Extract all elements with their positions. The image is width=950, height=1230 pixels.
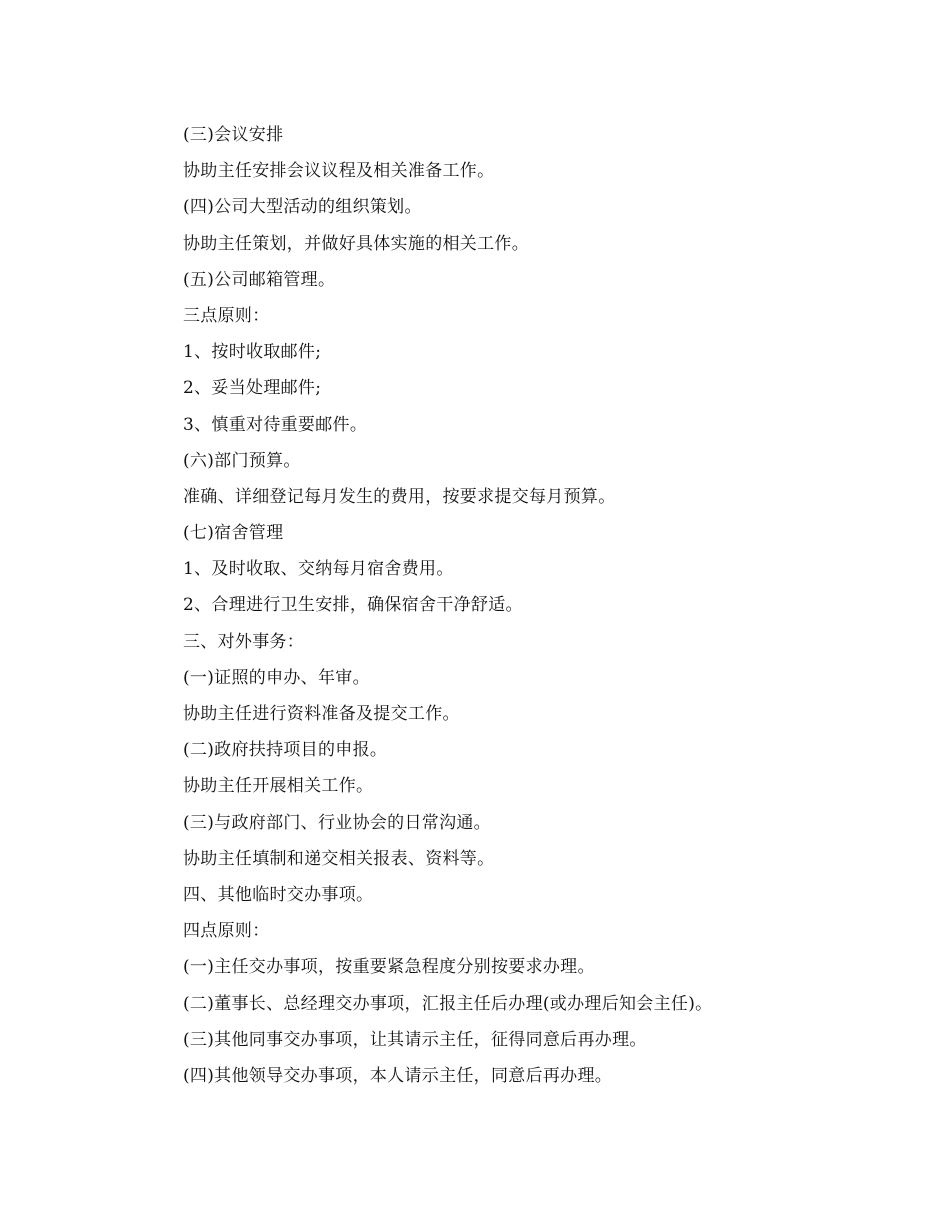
list-item: 1、及时收取、交纳每月宿舍费用。	[183, 559, 454, 580]
paragraph: 协助主任安排会议议程及相关准备工作。	[183, 161, 495, 182]
heading-meeting-arrangement: (三)会议安排	[183, 125, 284, 145]
paragraph: 协助主任策划，并做好具体实施的相关工作。	[183, 233, 529, 254]
heading-dormitory-management: (七)宿舍管理	[183, 523, 284, 544]
heading-mailbox-management: (五)公司邮箱管理。	[183, 269, 336, 290]
paragraph: 准确、详细登记每月发生的费用，按要求提交每月预算。	[183, 486, 616, 507]
list-item: (二)董事长、总经理交办事项，汇报主任后办理(或办理后知会主任)。	[183, 993, 713, 1014]
heading-government-projects: (二)政府扶持项目的申报。	[183, 740, 388, 761]
list-item: (三)其他同事交办事项，让其请示主任，征得同意后再办理。	[183, 1029, 647, 1050]
heading-government-communication: (三)与政府部门、行业协会的日常沟通。	[183, 812, 491, 833]
section-heading-external-affairs: 三、对外事务：	[183, 631, 305, 652]
list-item: (四)其他领导交办事项，本人请示主任，同意后再办理。	[183, 1065, 613, 1086]
section-heading-temporary-matters: 四、其他临时交办事项。	[183, 884, 374, 905]
list-item: 3、慎重对待重要邮件。	[183, 414, 368, 435]
principles-title: 四点原则：	[183, 921, 270, 942]
document-body	[183, 117, 883, 1094]
list-item: 2、妥当处理邮件;	[183, 378, 322, 399]
list-item: 1、按时收取邮件;	[183, 342, 322, 363]
list-item: 2、合理进行卫生安排，确保宿舍干净舒适。	[183, 595, 523, 616]
list-item: (一)主任交办事项，按重要紧急程度分别按要求办理。	[183, 957, 595, 978]
paragraph: 协助主任进行资料准备及提交工作。	[183, 704, 460, 724]
paragraph: 协助主任开展相关工作。	[183, 776, 374, 797]
principles-title: 三点原则：	[183, 305, 270, 326]
heading-license-application: (一)证照的申办、年审。	[183, 667, 370, 688]
heading-department-budget: (六)部门预算。	[183, 450, 301, 471]
paragraph: 协助主任填制和递交相关报表、资料等。	[183, 848, 495, 869]
heading-event-planning: (四)公司大型活动的组织策划。	[183, 197, 422, 218]
